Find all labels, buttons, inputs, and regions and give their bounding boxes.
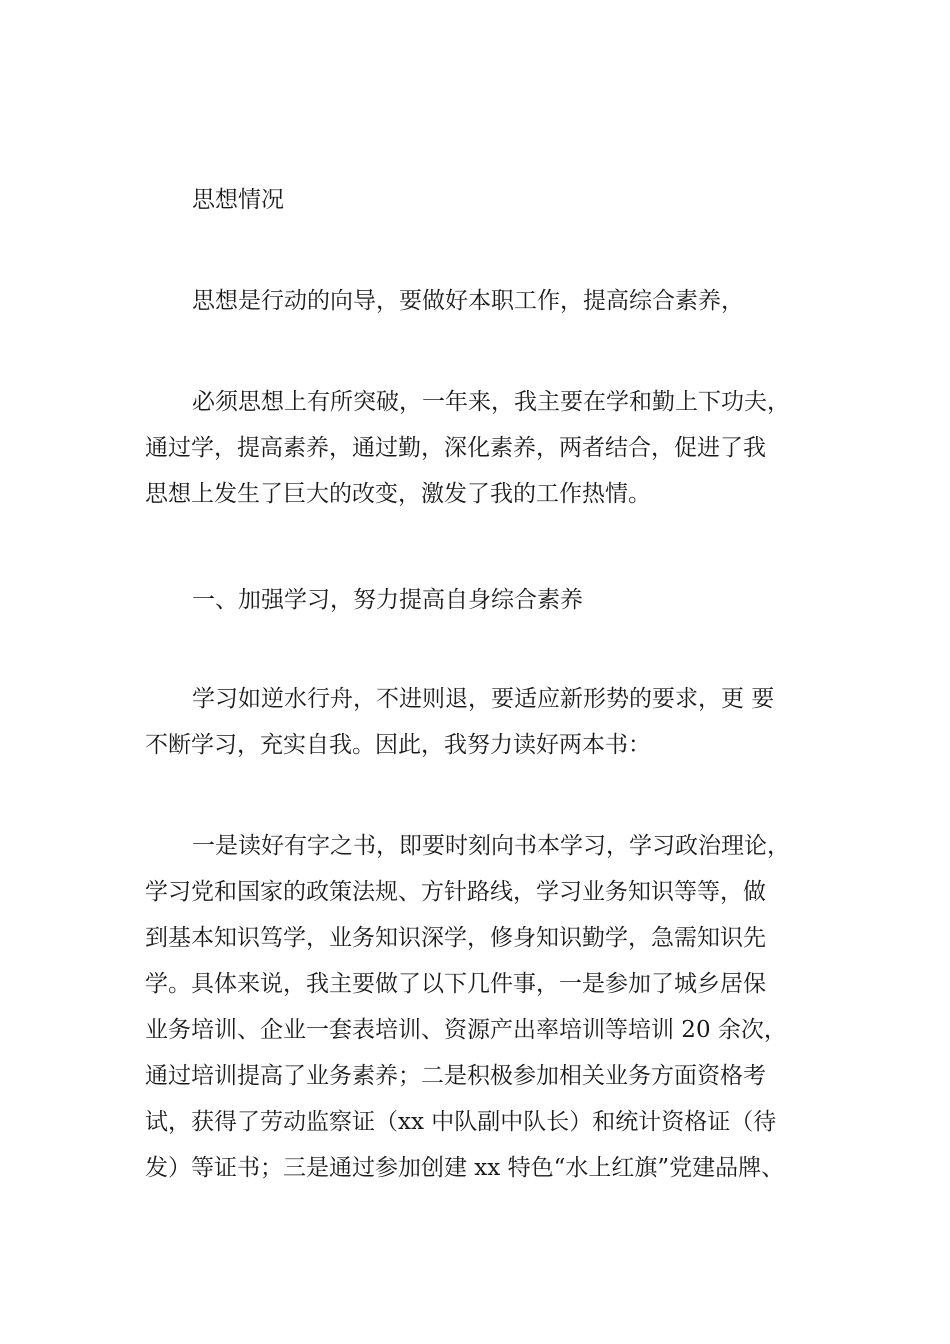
paragraph-3-line-1: 一是读好有字之书，即要时刻向书本学习，学习政治理论，: [192, 833, 790, 859]
section-1-title: 一、加强学习，努力提高自身综合素养: [192, 587, 583, 613]
paragraph-1-line-3: 思想上发生了巨大的改变，激发了我的工作热情。: [145, 481, 651, 507]
paragraph-2: [145, 676, 825, 768]
intro-line: 思想是行动的向导，要做好本职工作，提高综合素养，: [192, 288, 744, 314]
paragraph-3: [145, 823, 825, 1191]
heading-paragraph: [145, 177, 825, 223]
paragraph-2-line-2: 不断学习，充实自我。因此，我努力读好两本书：: [145, 732, 651, 758]
section-1-title-paragraph: [145, 577, 825, 623]
paragraph-2-line-1: 学习如逆水行舟，不进则退，要适应新形势的要求，更 要: [192, 686, 775, 712]
heading-line: 思想情况: [192, 187, 284, 213]
paragraph-3-line-6: 通过培训提高了业务素养；二是积极参加相关业务方面资格考: [145, 1063, 766, 1089]
paragraph-1-line-1: 必须思想上有所突破，一年来，我主要在学和勤上下功夫，: [192, 389, 790, 415]
paragraph-3-line-8: 发）等证书；三是通过参加创建 xx 特色“水上红旗”党建品牌、: [145, 1155, 785, 1181]
paragraph-3-line-3: 到基本知识笃学，业务知识深学，修身知识勤学，急需知识先: [145, 925, 766, 951]
paragraph-3-line-2: 学习党和国家的政策法规、方针路线，学习业务知识等等，做: [145, 879, 766, 905]
paragraph-3-line-4: 学。具体来说，我主要做了以下几件事，一是参加了城乡居保: [145, 971, 766, 997]
paragraph-1-line-2: 通过学，提高素养，通过勤，深化素养，两者结合，促进了我: [145, 435, 766, 461]
paragraph-3-line-7: 试，获得了劳动监察证（xx 中队副中队长）和统计资格证（待: [145, 1109, 777, 1135]
paragraph-1: [145, 379, 825, 517]
intro-paragraph: [145, 278, 825, 324]
paragraph-3-line-5: 业务培训、企业一套表培训、资源产出率培训等培训 20 余次，: [145, 1017, 787, 1043]
